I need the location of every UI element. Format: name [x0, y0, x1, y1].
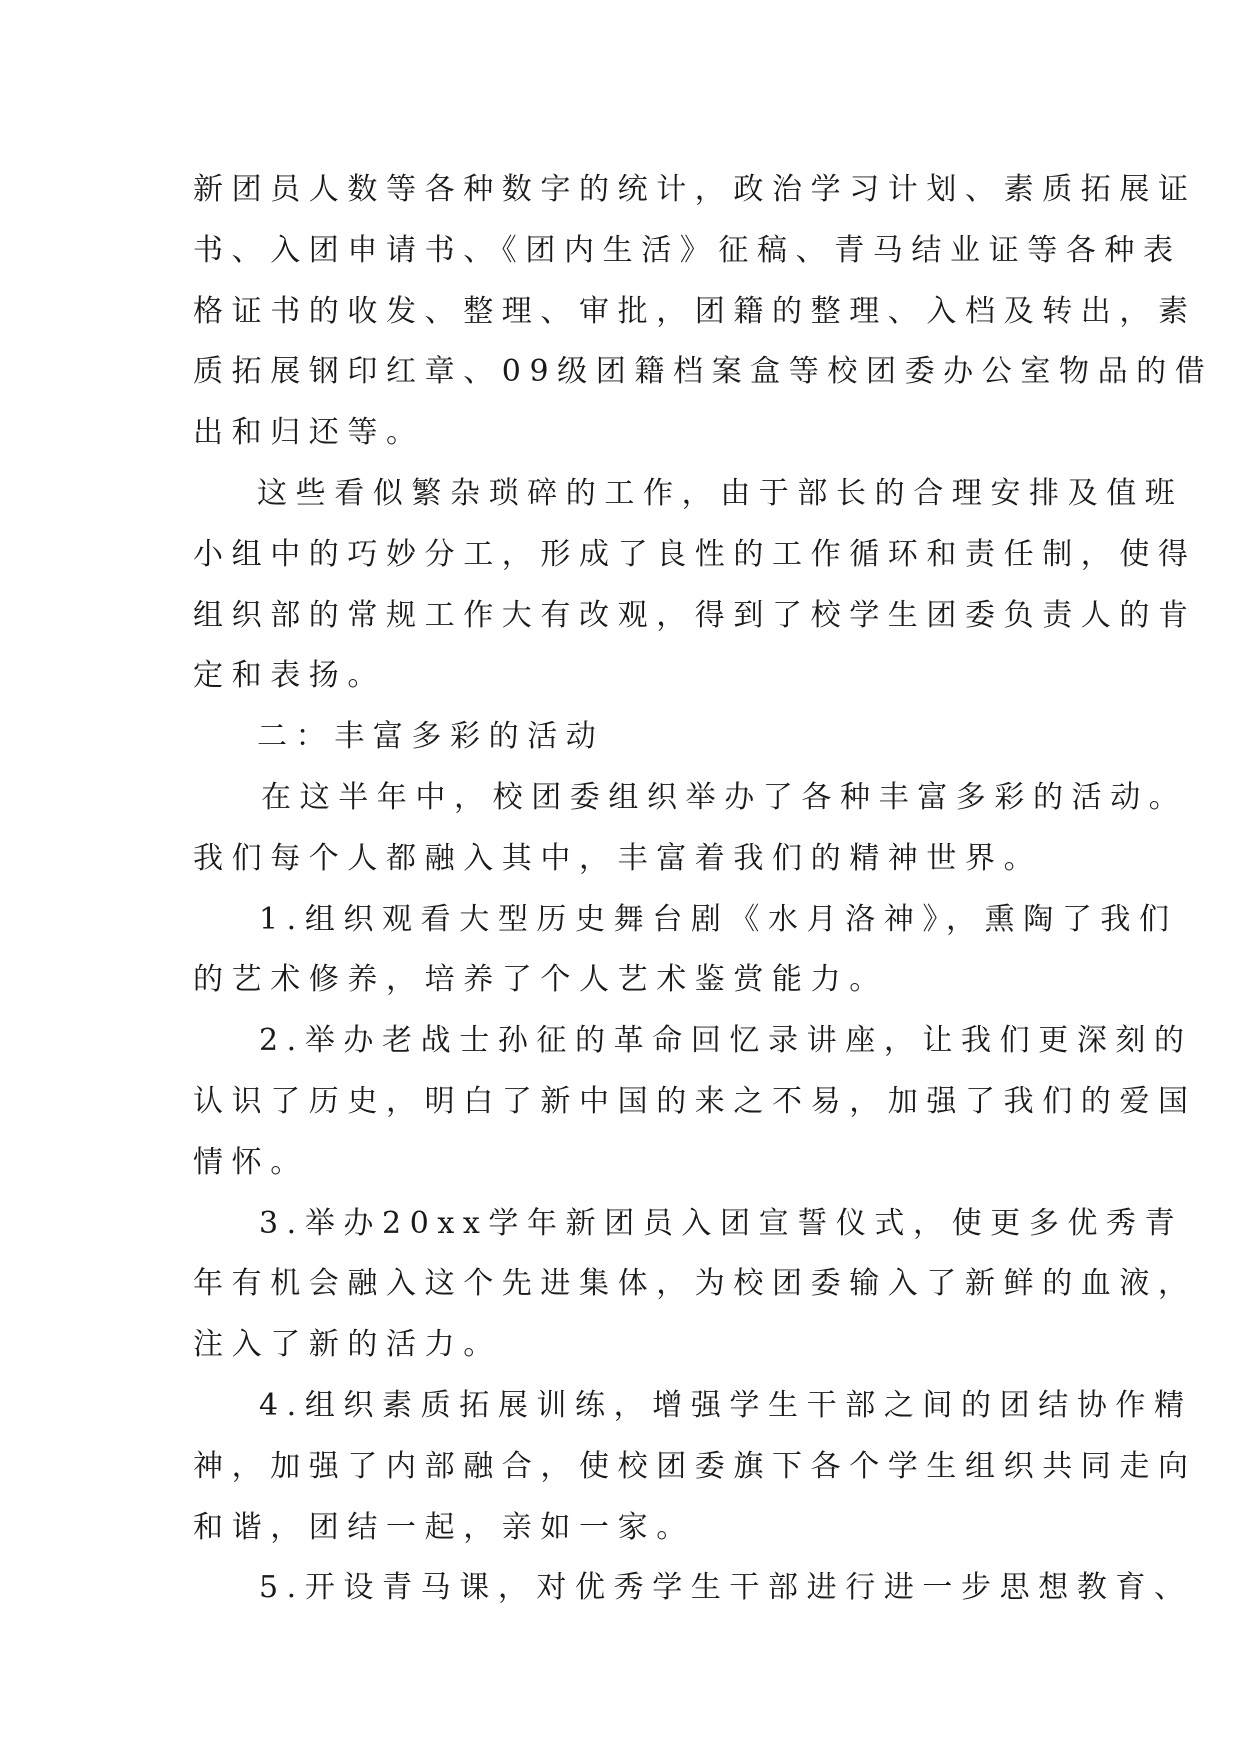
- list-item-first-line: 3.举办20xx学年新团员入团宣誓仪式，使更多优秀青: [259, 1205, 1184, 1241]
- document-body: [193, 160, 1214, 1619]
- text-line: 神，加强了内部融合，使校团委旗下各个学生组织共同走向: [193, 1448, 1197, 1484]
- text-line: 质拓展钢印红章、09级团籍档案盒等校团委办公室物品的借: [193, 354, 1214, 390]
- text-line: 定和表扬。: [193, 658, 386, 694]
- text-line: 新团员人数等各种数字的统计，政治学习计划、素质拓展证: [193, 172, 1197, 207]
- text-line: 认识了历史，明白了新中国的来之不易，加强了我们的爱国: [193, 1083, 1197, 1119]
- text-line: 情怀。: [193, 1144, 309, 1180]
- text-line: 注入了新的活力。: [193, 1327, 502, 1363]
- paragraph-first-line: 这些看似繁杂琐碎的工作，由于部长的合理安排及值班: [257, 475, 1184, 511]
- list-item-first-line: 4.组织素质拓展训练，增强学生干部之间的团结协作精: [259, 1387, 1193, 1423]
- list-item-first-line: 2.举办老战士孙征的革命回忆录讲座，让我们更深刻的: [259, 1023, 1193, 1059]
- paragraph-first-line: 在这半年中，校团委组织举办了各种丰富多彩的活动。: [261, 779, 1188, 815]
- text-line: 组织部的常规工作大有改观，得到了校学生团委负责人的肯: [193, 597, 1197, 633]
- text-line: 出和归还等。: [193, 415, 425, 451]
- text-line: 我们每个人都融入其中，丰富着我们的精神世界。: [193, 840, 1043, 876]
- list-item-first-line: 5.开设青马课，对优秀学生干部进行进一步思想教育、: [259, 1570, 1193, 1606]
- section-heading: 二：丰富多彩的活动: [257, 719, 605, 755]
- text-line: 书、入团申请书、《团内生活》征稿、青马结业证等各种表: [193, 232, 1182, 268]
- text-line: 的艺术修养，培养了个人艺术鉴赏能力。: [193, 962, 888, 998]
- text-line: 年有机会融入这个先进集体，为校团委输入了新鲜的血液，: [193, 1266, 1197, 1302]
- list-item-first-line: 1.组织观看大型历史舞台剧《水月洛神》，熏陶了我们: [259, 901, 1178, 937]
- text-line: 格证书的收发、整理、审批，团籍的整理、入档及转出，素: [193, 293, 1197, 329]
- text-line: 小组中的巧妙分工，形成了良性的工作循环和责任制，使得: [193, 536, 1197, 572]
- text-line: 和谐，团结一起，亲如一家。: [193, 1509, 695, 1545]
